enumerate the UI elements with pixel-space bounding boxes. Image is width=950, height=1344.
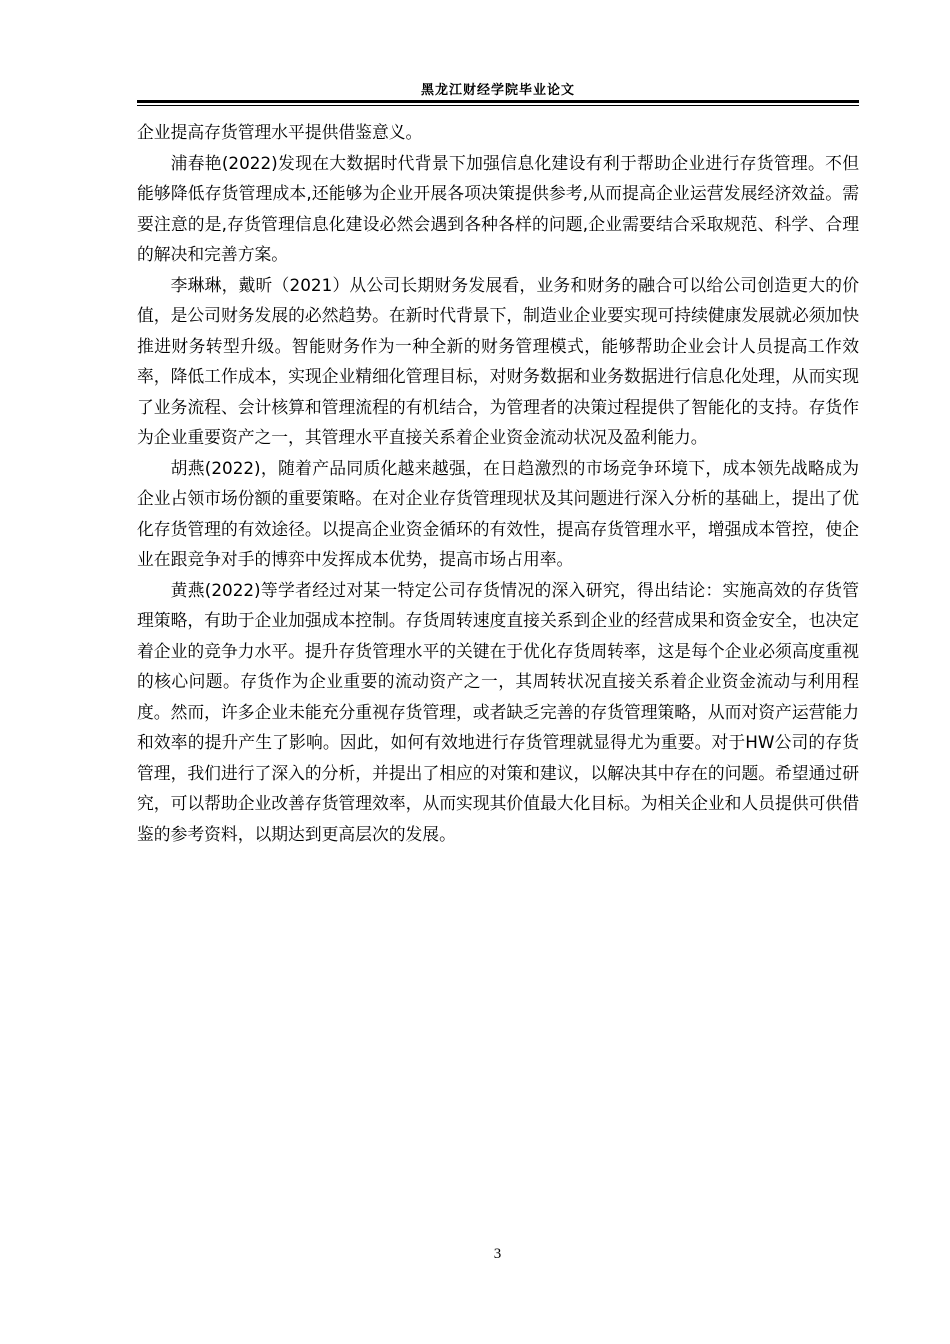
paragraph-4: 胡燕(2022)，随着产品同质化越来越强，在日趋激烈的市场竞争环境下，成本领先战略成为企业占领市场份额的重要策略。在对企业存货管理现状及其问题进行深入分析的基础上，提出了优化存货管理的有效途径。以提高企业资金循环的有效性，提高存货管理水平，增强成本管控，使企业在跟竞争对手的博弈中发挥成本优势，提高市场占用率。 (137, 457, 859, 569)
page-header-title: 黑龙江财经学院毕业论文 (420, 83, 575, 98)
header-rule-thin (137, 105, 859, 106)
page-number: 3 (493, 1246, 502, 1262)
paragraph-2: 浦春艳(2022)发现在大数据时代背景下加强信息化建设有利于帮助企业进行存货管理。不但能够降低存货管理成本,还能够为企业开展各项决策提供参考,从而提高企业运营发展经济效益。需要注意的是,存货管理信息化建设必然会遇到各种各样的问题,企业需要结合采取规范、科学、合理的解决和完善方案。 (137, 152, 859, 264)
header-rule-thick (137, 100, 859, 103)
paragraph-5: 黄燕(2022)等学者经过对某一特定公司存货情况的深入研究，得出结论：实施高效的存货管理策略，有助于企业加强成本控制。存货周转速度直接关系到企业的经营成果和资金安全，也决定着企业的竞争力水平。提升存货管理水平的关键在于优化存货周转率，这是每个企业必须高度重视的核心问题。存货作为企业重要的流动资产之一，其周转状况直接关系着企业资金流动与利用程度。然而，许多企业未能充分重视存货管理，或者缺乏完善的存货管理策略，从而对资产运营能力和效率的提升产生了影响。因此，如何有效地进行存货管理就显得尤为重要。对于HW公司的存货管理，我们进行了深入的分析，并提出了相应的对策和建议，以解决其中存在的问题。希望通过研究，可以帮助企业改善存货管理效率，从而实现其价值最大化目标。为相关企业和人员提供可供借鉴的参考资料，以期达到更高层次的发展。 (137, 579, 859, 844)
paragraph-3: 李琳琳，戴昕（2021）从公司长期财务发展看，业务和财务的融合可以给公司创造更大的价值，是公司财务发展的必然趋势。在新时代背景下，制造业企业要实现可持续健康发展就必须加快推进财务转型升级。智能财务作为一种全新的财务管理模式，能够帮助企业会计人员提高工作效率，降低工作成本，实现企业精细化管理目标，对财务数据和业务数据进行信息化处理，从而实现了业务流程、会计核算和管理流程的有机结合，为管理者的决策过程提供了智能化的支持。存货作为企业重要资产之一，其管理水平直接关系着企业资金流动状况及盈利能力。 (137, 274, 859, 447)
body-text (137, 117, 859, 849)
paragraph-1: 企业提高存货管理水平提供借鉴意义。 (137, 122, 423, 142)
